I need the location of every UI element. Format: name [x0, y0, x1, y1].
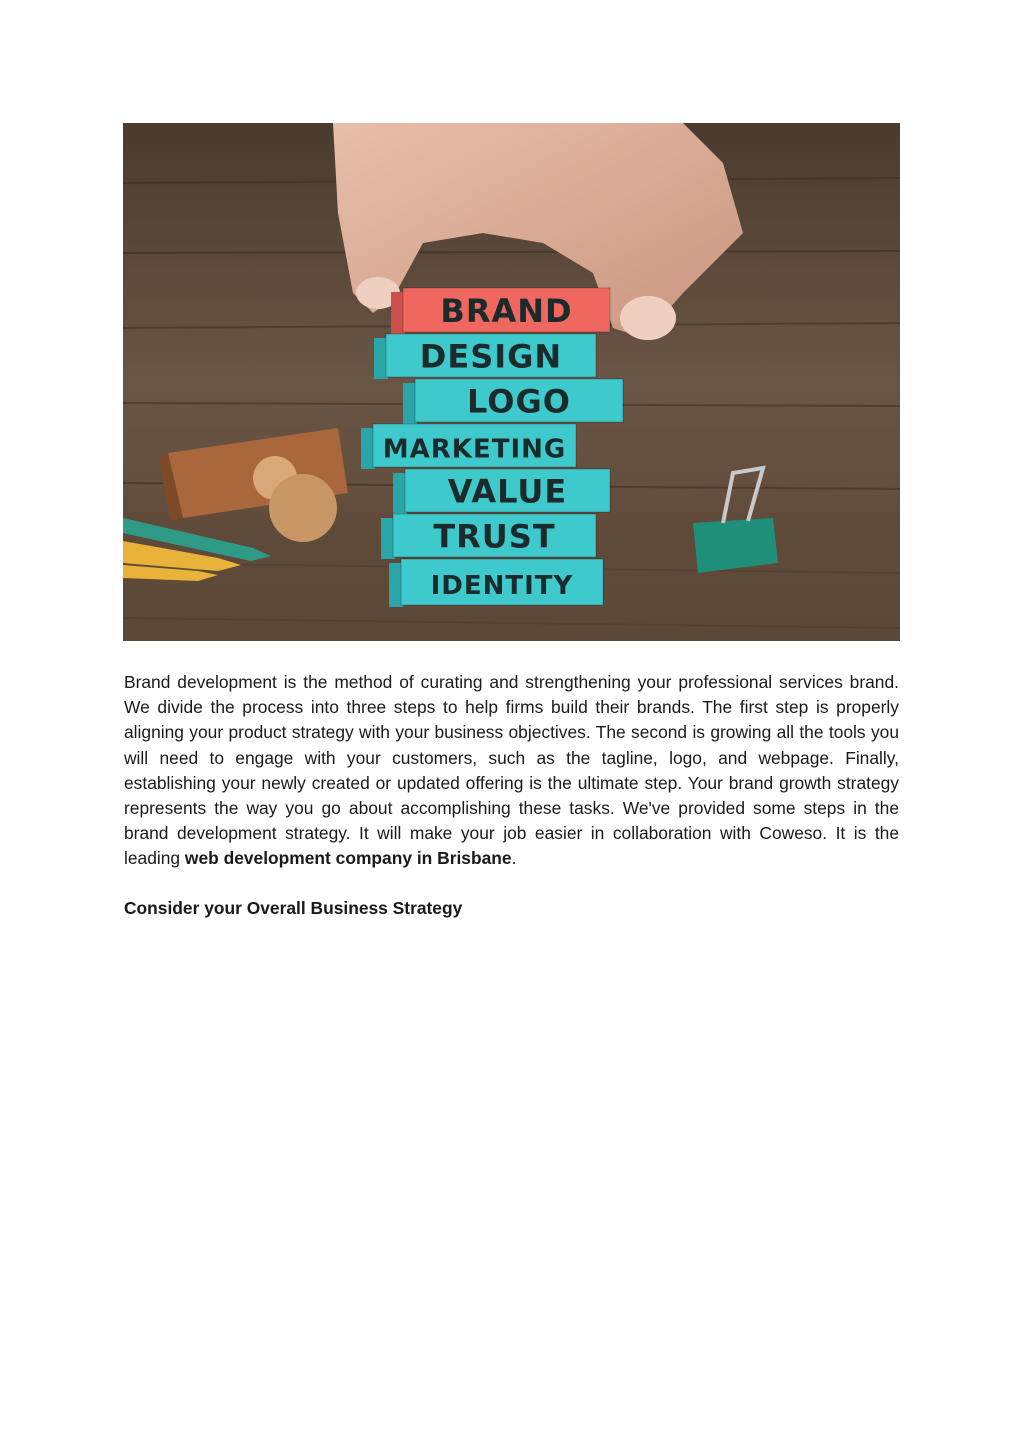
block-value — [393, 469, 610, 514]
block-label: MARKETING — [382, 434, 567, 465]
block-label: TRUST — [433, 517, 556, 556]
block-trust — [381, 514, 596, 559]
paragraph-text: Brand development is the method of curating and strengthening your professional services brand. We divide the process into three steps to help firms build their brands. The first step is properly aligning your product strategy with your business objectives. The second is growing all the tools you will need to engage with your customers, such as the tagline, logo, and webpage. Finally, establishing your newly created or updated offering is the ultimate step. Your brand growth strategy represents the way you go about accomplishing these tasks. We've provided some steps in the brand development strategy. It will make your job easier in collaboration with Coweso. It is the leading — [124, 672, 899, 869]
block-label: VALUE — [447, 472, 568, 511]
paragraph-end: . — [511, 848, 517, 869]
block-brand — [391, 288, 610, 334]
section-heading: Consider your Overall Business Strategy — [124, 898, 463, 918]
block-marketing — [361, 424, 576, 469]
block-logo — [403, 379, 623, 424]
block-label: BRAND — [440, 292, 573, 330]
article-paragraph — [124, 670, 899, 872]
photo-illustration — [123, 123, 900, 641]
block-label: LOGO — [467, 382, 571, 421]
brisbane-link-text: web development company in Brisbane — [184, 848, 512, 869]
block-label: DESIGN — [419, 337, 563, 376]
block-design — [374, 334, 596, 379]
brand-blocks-photo — [123, 123, 900, 641]
block-identity — [389, 559, 603, 607]
block-label: IDENTITY — [430, 571, 574, 601]
